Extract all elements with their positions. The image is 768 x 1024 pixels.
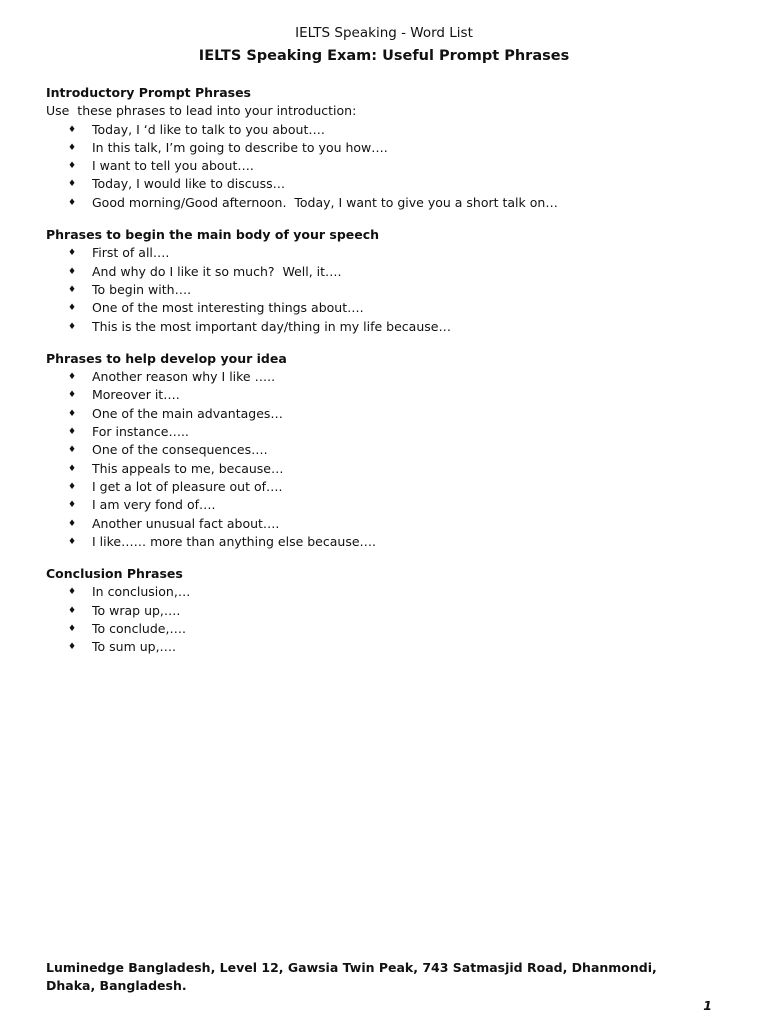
list-item <box>46 139 736 157</box>
bullet-icon: ♦ <box>68 642 77 653</box>
footer-address: Luminedge Bangladesh, Level 12, Gawsia Twin Peak, 743 Satmasjid Road, Dhanmondi, Dhaka, Bangladesh. <box>46 960 657 993</box>
list-item-text: Another reason why I like ….. <box>92 369 276 385</box>
bullet-icon: ♦ <box>68 445 77 456</box>
list-item-text: Good morning/Good afternoon. Today, I want to give you a short talk on… <box>92 194 558 210</box>
list-item <box>46 263 736 281</box>
list-item <box>46 638 736 656</box>
page-number: 1 <box>703 998 712 1013</box>
phrase-list <box>46 244 736 335</box>
list-item-text: I am very fond of…. <box>92 497 216 513</box>
section-heading: Phrases to begin the main body of your speech <box>46 227 380 243</box>
bullet-icon: ♦ <box>68 124 77 135</box>
section-conclusion-phrases <box>46 565 736 656</box>
bullet-icon: ♦ <box>68 142 77 153</box>
list-item <box>46 299 736 317</box>
list-item-text: One of the main advantages… <box>92 405 283 421</box>
list-item <box>46 194 736 212</box>
list-item <box>46 602 736 620</box>
list-item <box>46 515 736 533</box>
bullet-icon: ♦ <box>68 390 77 401</box>
bullet-icon: ♦ <box>68 536 77 547</box>
bullet-icon: ♦ <box>68 518 77 529</box>
list-item-text: I want to tell you about…. <box>92 158 254 174</box>
list-item <box>46 460 736 478</box>
list-item <box>46 405 736 423</box>
list-item-text: To wrap up,…. <box>92 602 181 618</box>
phrase-list <box>46 121 736 212</box>
bullet-icon: ♦ <box>68 500 77 511</box>
document-body <box>46 84 736 671</box>
section-introductory-phrases <box>46 84 736 212</box>
bullet-icon: ♦ <box>68 197 77 208</box>
list-item <box>46 368 736 386</box>
list-item-text: Today, I would like to discuss… <box>92 176 286 192</box>
bullet-icon: ♦ <box>68 266 77 277</box>
list-item-text: One of the most interesting things about…. <box>92 300 364 316</box>
list-item <box>46 318 736 336</box>
section-heading: Phrases to help develop your idea <box>46 350 287 366</box>
list-item-text: Today, I ‘d like to talk to you about…. <box>92 121 325 137</box>
list-item <box>46 441 736 459</box>
bullet-icon: ♦ <box>68 372 77 383</box>
list-item <box>46 386 736 404</box>
list-item <box>46 533 736 551</box>
list-item <box>46 244 736 262</box>
bullet-icon: ♦ <box>68 248 77 259</box>
phrase-list <box>46 583 736 656</box>
list-item <box>46 620 736 638</box>
list-item <box>46 121 736 139</box>
document-subtitle: IELTS Speaking Exam: Useful Prompt Phrases <box>198 48 570 64</box>
section-heading: Introductory Prompt Phrases <box>46 85 251 100</box>
list-item-text: Moreover it…. <box>92 387 180 403</box>
list-item-text: One of the consequences…. <box>92 442 268 458</box>
list-item-text: In conclusion,… <box>92 584 191 600</box>
section-intro-text: Use these phrases to lead into your introduction: <box>46 103 357 119</box>
bullet-icon: ♦ <box>68 624 77 635</box>
bullet-icon: ♦ <box>68 408 77 419</box>
list-item <box>46 281 736 299</box>
list-item-text: This appeals to me, because… <box>92 460 284 476</box>
list-item-text: I get a lot of pleasure out of…. <box>92 478 283 494</box>
list-item <box>46 496 736 514</box>
section-main-body-phrases <box>46 226 736 336</box>
bullet-icon: ♦ <box>68 587 77 598</box>
bullet-icon: ♦ <box>68 481 77 492</box>
phrase-list <box>46 368 736 551</box>
list-item <box>46 423 736 441</box>
bullet-icon: ♦ <box>68 161 77 172</box>
bullet-icon: ♦ <box>68 605 77 616</box>
list-item-text: In this talk, I’m going to describe to you how…. <box>92 139 388 155</box>
list-item-text: For instance….. <box>92 424 189 440</box>
bullet-icon: ♦ <box>68 303 77 314</box>
list-item <box>46 583 736 601</box>
list-item <box>46 157 736 175</box>
list-item-text: And why do I like it so much? Well, it…. <box>92 263 342 279</box>
list-item <box>46 175 736 193</box>
list-item-text: To sum up,…. <box>92 639 177 655</box>
bullet-icon: ♦ <box>68 321 77 332</box>
list-item-text: First of all…. <box>92 245 170 261</box>
list-item-text: To begin with…. <box>92 281 192 297</box>
page-header <box>0 24 768 66</box>
section-develop-idea-phrases <box>46 350 736 551</box>
list-item-text: I like…… more than anything else because…. <box>92 533 376 549</box>
document-title: IELTS Speaking - Word List <box>295 25 473 41</box>
section-heading: Conclusion Phrases <box>46 566 183 582</box>
bullet-icon: ♦ <box>68 427 77 438</box>
list-item-text: This is the most important day/thing in my life because… <box>92 318 451 334</box>
list-item-text: Another unusual fact about…. <box>92 515 280 531</box>
bullet-icon: ♦ <box>68 179 77 190</box>
list-item-text: To conclude,…. <box>92 621 186 637</box>
bullet-icon: ♦ <box>68 284 77 295</box>
list-item <box>46 478 736 496</box>
bullet-icon: ♦ <box>68 463 77 474</box>
